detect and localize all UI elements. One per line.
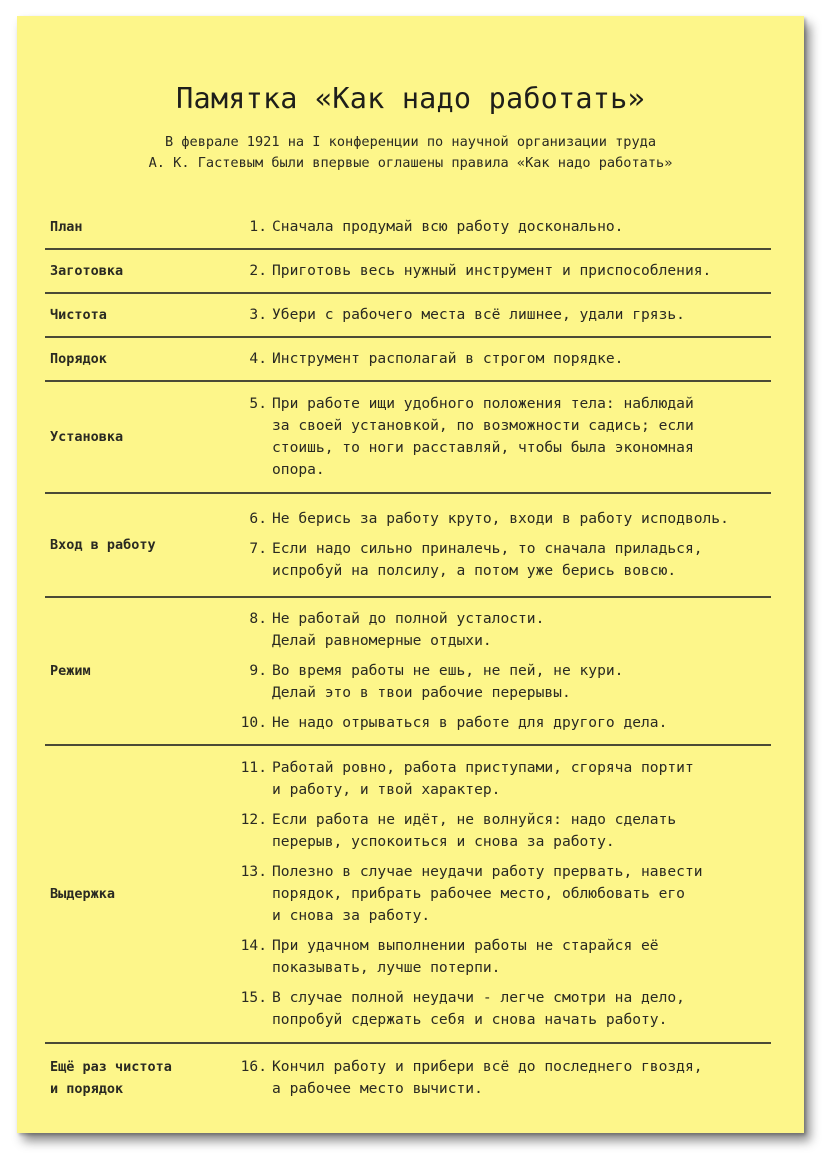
memo-page [17,16,804,1133]
rule-text: В случае полной неудачи - легче смотри на дело, попробуй сдержать себя и снова начать работу. [272,989,685,1028]
page-title: Памятка «Как надо работать» [176,82,645,115]
rule-number: 1. [249,217,267,235]
rule-number: 8. [249,610,267,627]
rule-item [236,348,771,370]
rule-category: Ещё раз чистота и порядок [50,1059,172,1097]
rule-number: 4. [249,350,267,367]
rule-item [236,538,771,582]
rule-text: При работе ищи удобного положения тела: наблюдай за своей установкой, по возможности садись; если стоишь, то ноги расставляй, чтобы была экономная опора. [272,395,694,478]
rule-item [236,712,771,734]
rule-section [45,382,771,494]
rule-text: Не работай до полной усталости. Делай равномерные отдыхи. [272,610,545,649]
rule-section [45,250,771,294]
rule-item [236,1056,771,1100]
rule-number: 15. [240,989,267,1006]
rule-category: План [50,218,83,235]
rule-item [236,393,771,481]
subtitle-line-2: А. К. Гастевым были впервые оглашены правила «Как надо работать» [148,155,673,171]
rule-section [45,338,771,382]
rule-number: 6. [249,510,267,527]
rule-category: Чистота [50,307,107,323]
rule-items [236,348,771,370]
rule-items [236,304,771,326]
rule-items [236,216,771,238]
rule-item [236,987,771,1031]
rule-category: Заготовка [50,263,124,279]
rule-text: Не надо отрываться в работе для другого дела. [272,714,668,731]
rule-text: Если надо сильно приналечь, то сначала приладься, испробуй на полсилу, а потом уже берись вовсю. [272,540,703,579]
rule-category: Установка [50,429,124,445]
rule-section [45,205,771,250]
rule-text: Если работа не идёт, не волнуйся: надо сделать перерыв, успокоиться и снова за работу. [272,811,677,850]
rule-number: 10. [240,714,267,731]
rule-item [236,757,771,801]
rule-number: 9. [249,662,267,679]
rule-item [236,660,771,704]
rule-item [236,861,771,927]
rules-table [45,205,771,1124]
rule-number: 7. [249,540,267,557]
subtitle-line-1: В феврале 1921 на I конференции по научной организации труда [164,134,657,150]
rule-items [236,1056,771,1100]
rule-section [45,598,771,746]
rule-text: Кончил работу и прибери всё до последнего гвоздя, а рабочее место вычисти. [272,1058,703,1097]
rule-items [236,608,771,734]
rule-text: Во время работы не ешь, не пей, не кури. Делай это в твои рабочие перерывы. [272,662,624,701]
rule-item [236,608,771,652]
rule-item [236,508,771,530]
rule-number: 5. [249,395,267,412]
rule-text: Полезно в случае неудачи работу прервать, навести порядок, прибрать рабочее место, облюбовать его и снова за работу. [272,863,703,924]
rule-category: Выдержка [50,886,116,902]
rule-items [236,393,771,481]
rule-section [45,1044,771,1124]
subtitle [17,132,804,174]
rule-number: 11. [240,759,267,776]
rule-text: Работай ровно, работа приступами, сгоряча портит и работу, и твой характер. [272,759,694,798]
rule-item [236,216,771,238]
rule-text: Сначала продумай всю работу досконально. [272,217,624,235]
rule-section [45,294,771,338]
rule-items [236,260,771,282]
rule-category: Порядок [50,351,107,367]
rule-text: Убери с рабочего места всё лишнее, удали грязь. [272,306,685,323]
rule-item [236,260,771,282]
rule-text: Инструмент располагай в строгом порядке. [272,350,624,367]
rule-items [236,757,771,1031]
rule-category: Вход в работу [50,537,156,553]
rule-item [236,809,771,853]
rule-item [236,935,771,979]
rule-number: 2. [249,262,267,279]
rule-item [236,304,771,326]
rule-number: 14. [240,937,267,954]
rule-number: 13. [240,863,267,880]
rule-items [236,508,771,582]
rule-number: 3. [249,306,267,323]
rule-number: 12. [240,811,267,828]
rule-text: Приготовь весь нужный инструмент и приспособления. [272,262,712,279]
rule-section [45,746,771,1044]
rule-category: Режим [50,663,91,679]
rule-text: Не берись за работу круто, входи в работу исподволь. [272,510,729,527]
rule-number: 16. [240,1058,267,1075]
rule-section [45,494,771,598]
rule-text: При удачном выполнении работы не старайся её показывать, лучше потерпи. [272,937,659,976]
